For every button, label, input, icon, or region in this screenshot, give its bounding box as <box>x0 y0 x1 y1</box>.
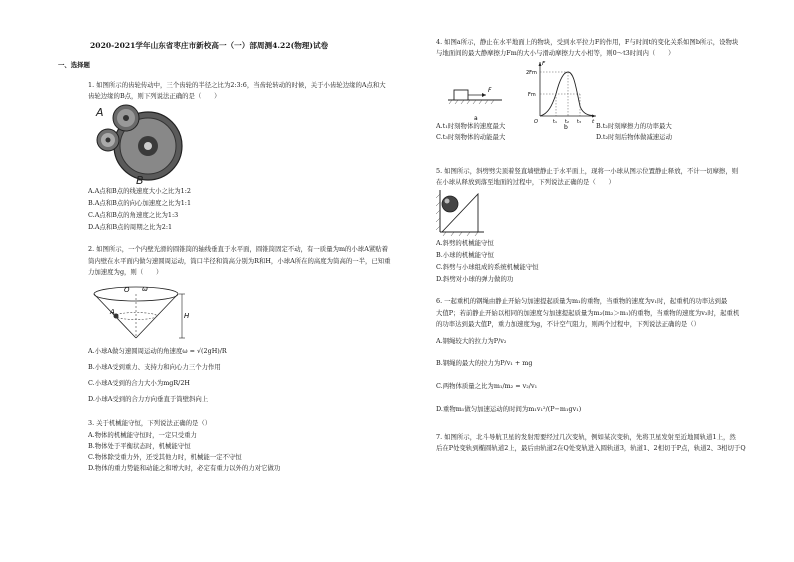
chart-axis-t: t <box>592 119 595 125</box>
q4-option-a: A.t₁时刻物体的速度最大 <box>436 122 506 130</box>
cone-label-omega: ω <box>142 285 148 293</box>
force-time-chart <box>524 58 598 130</box>
gear-label-a: A <box>96 106 104 119</box>
q1-stem-line2: 齿轮边缘的B点，则下列说法正确的是（ ） <box>88 92 221 100</box>
q7-stem-line2: 后在P处变轨到椭圆轨道2上，最后由轨道2在Q处变轨进入圆轨道3，轨道1、2相切于P点，轨道2、3相切于Q <box>436 444 746 452</box>
q4-option-c: C.t₃时刻物体的动能最大 <box>436 133 506 141</box>
block-figure <box>446 78 504 122</box>
q2-stem-line2: 筒内壁在水平面内做匀速圆周运动，筒口半径和筒高分别为R和H，小球A所在的高度为筒高的一半，已知重 <box>88 257 391 265</box>
q5-stem-line2: 在小球从释放到落至地面的过程中，下列说法正确的是（ ） <box>436 178 615 186</box>
q6-stem-line1: 6. 一起重机的钢绳由静止开始匀加速提起质量为m₁的重物，当重物的速度为v₁时，起重机的功率达到最 <box>436 297 728 305</box>
cone-label-h: H <box>184 312 190 320</box>
chart-tick-fm: Fm <box>528 92 536 98</box>
chart-tick-t2: t₂ <box>565 119 569 125</box>
figure-label-a: a <box>474 115 478 122</box>
q4-stem-line2: 与地面间的最大静摩擦力Fm的大小与滑动摩擦力大小相等，则0～t3时间内（ ） <box>436 49 675 57</box>
q2-option-a: A.小球A做匀速圆周运动的角速度ω = √(2gH)/R <box>88 347 227 355</box>
chart-tick-t1: t₁ <box>553 119 557 125</box>
q6-option-a: A.钢绳较大的拉力为P/v₂ <box>436 337 507 345</box>
q4-stem-line1: 4. 如图a所示，静止在水平地面上的物块，受到水平拉力F的作用，F与时间t的变化关系如图b所示，设物块 <box>436 38 739 46</box>
q5-option-c: C.斜劈与小球组成的系统机械能守恒 <box>436 263 539 271</box>
chart-origin: O <box>534 119 538 125</box>
cone-label-o: O <box>124 286 130 294</box>
q6-stem-line2: 大值P；若前静止开始以相同的加速度匀加速提起质量为m₂(m₂＞m₁)的重物，当重物的速度为v₂时，起重机 <box>436 309 740 317</box>
wedge-figure <box>436 188 486 236</box>
q2-option-d: D.小球A受到的合力方向垂直于筒壁斜向上 <box>88 395 209 403</box>
gear-figure <box>92 104 188 186</box>
q6-option-d: D.重物m₁做匀加速运动的时间为m₁v₁²/(P−m₁gv₁) <box>436 405 582 413</box>
q6-option-b: B.钢绳的最大的拉力为P/v₁ + mg <box>436 359 533 367</box>
q3-option-d: D.物体的重力势能和动能之和增大时，必定有重力以外的力对它做功 <box>88 464 281 472</box>
q6-option-c: C.两物体质量之比为m₁/m₂ = v₂/v₁ <box>436 382 538 390</box>
q1-option-c: C.A点和B点的角速度之比为1:3 <box>88 211 179 219</box>
q5-option-a: A.斜劈的机械能守恒 <box>436 239 494 247</box>
q5-stem-line1: 5. 如图所示，斜劈劈尖顶着竖直墙壁静止于水平面上，现将一小球从图示位置静止释放，不计一切摩擦，则 <box>436 167 739 175</box>
q5-option-d: D.斜劈对小球的弹力做的功 <box>436 275 514 283</box>
gear-label-b: B <box>136 174 144 186</box>
ball-icon <box>442 196 458 212</box>
q3-option-c: C.物体除受重力外，还受其他力时，机械能一定不守恒 <box>88 453 242 461</box>
q4-option-d: D.t₂时刻后物体做减速运动 <box>596 133 672 141</box>
q2-option-c: C.小球A受到的合力大小为mgR/2H <box>88 379 190 387</box>
q2-option-b: B.小球A受到重力、支持力和向心力三个力作用 <box>88 363 221 371</box>
chart-axis-f: F <box>542 61 546 67</box>
q6-stem-line3: 的功率达到最大值P，重力加速度为g，不计空气阻力，则两个过程中，下列说法正确的是（） <box>436 320 701 328</box>
q3-option-a: A.物体的机械能守恒时，一定只受重力 <box>88 431 197 439</box>
cone-figure <box>90 282 190 340</box>
cone-label-a: A <box>110 308 115 316</box>
q1-stem-line1: 1. 如图所示的齿轮传动中，三个齿轮的半径之比为2:3:6，当齿轮转动的时候，关于小齿轮边缘的A点和大 <box>88 81 386 89</box>
right-column <box>400 0 794 562</box>
q2-stem-line3: 力加速度为g，则（ ） <box>88 268 163 276</box>
q1-option-d: D.A点和B点的周期之比为2:1 <box>88 223 173 231</box>
q7-stem-line1: 7. 如图所示，北斗导航卫星的发射需要经过几次变轨，例如某次变轨，先将卫星发射至近地圆轨道1上，然 <box>436 433 736 441</box>
small-gear-icon <box>97 129 119 151</box>
figure-label-b: b <box>564 124 568 130</box>
chart-tick-t3: t₃ <box>577 119 581 125</box>
q1-option-a: A.A点和B点的线速度大小之比为1:2 <box>88 187 191 195</box>
medium-gear-icon <box>113 105 139 131</box>
q1-option-b: B.A点和B点的向心加速度之比为1:1 <box>88 199 192 207</box>
q3-option-b: B.物体处于平衡状态时，机械能守恒 <box>88 442 191 450</box>
section-heading: 一、选择题 <box>58 61 90 69</box>
block-label-f: F <box>488 87 492 94</box>
q3-stem: 3. 关于机械能守恒，下列说法正确的是（） <box>88 419 212 427</box>
exam-title: 2020-2021学年山东省枣庄市新校高一（一）部周测4.22(物理)试卷 <box>90 41 329 50</box>
q2-stem-line1: 2. 如图所示，一个内壁光滑的圆锥筒的轴线垂直于水平面，圆锥筒固定不动，有一质量为m的小球A紧贴着 <box>88 245 388 253</box>
q4-option-b: B.t₂时刻摩擦力的功率最大 <box>596 122 672 130</box>
block-icon <box>454 90 468 100</box>
chart-tick-2fm: 2Fm <box>526 70 537 76</box>
left-column <box>0 0 391 562</box>
q5-option-b: B.小球的机械能守恒 <box>436 251 494 259</box>
